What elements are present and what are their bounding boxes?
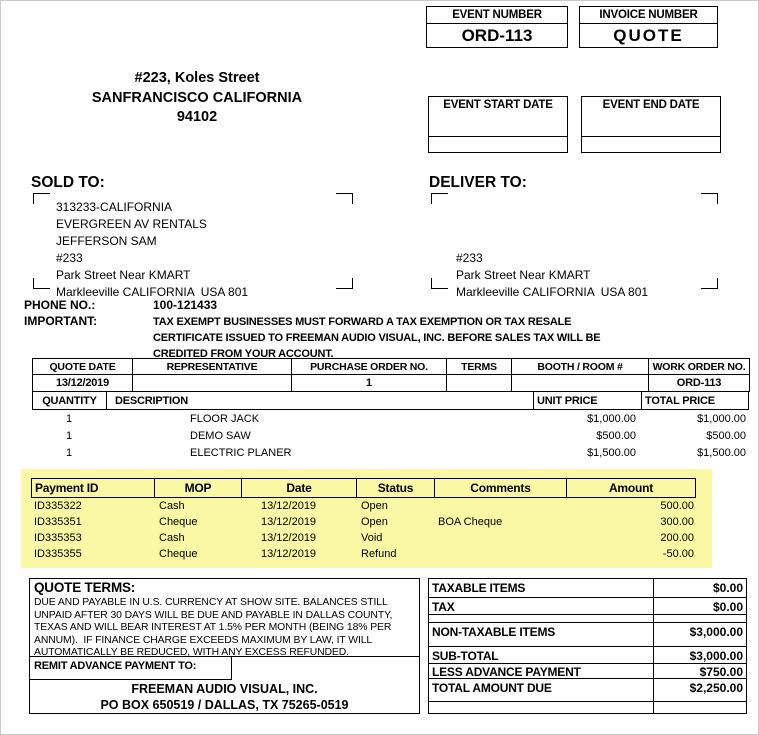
order-info-value-row (33, 375, 750, 392)
sold-to-line: JEFFERSON SAM (56, 234, 157, 248)
remit-payee-name: FREEMAN AUDIO VISUAL, INC. (131, 682, 318, 696)
payment-row (31, 530, 695, 546)
payments-header-amount: Amount (567, 479, 696, 498)
company-address-line: 94102 (176, 109, 218, 125)
event-number-value-box (426, 23, 568, 48)
bracket-corner-icon (701, 193, 718, 204)
deliver-to-heading: DELIVER TO: (429, 174, 527, 191)
totals-value (654, 702, 746, 713)
quote-terms-panel (29, 578, 420, 714)
totals-value: $750.00 (699, 665, 743, 679)
payment-date: 13/12/2019 (261, 516, 317, 528)
item-qty: 1 (65, 446, 73, 459)
totals-label: LESS ADVANCE PAYMENT (429, 664, 654, 678)
payments-header-mop: MOP (155, 479, 242, 498)
item-row (32, 444, 748, 461)
terms-value (447, 375, 512, 392)
order-info-header: TERMS (447, 359, 512, 375)
deliver-to-line: Markleeville CALIFORNIA USA 801 (456, 285, 649, 299)
totals-row-less-advance-payment (429, 664, 746, 679)
payments-header-payment-id: Payment ID (32, 479, 155, 498)
invoice-number-value: QUOTE (613, 26, 684, 45)
representative-value (133, 375, 292, 392)
payment-status: Void (361, 532, 383, 544)
order-info-table (32, 358, 750, 392)
totals-label: SUB-TOTAL (429, 647, 654, 663)
remit-label: REMIT ADVANCE PAYMENT TO: (30, 657, 232, 680)
payments-header-date: Date (242, 479, 357, 498)
payment-comments: BOA Cheque (438, 516, 503, 528)
sold-to-heading: SOLD TO: (31, 174, 105, 191)
item-total-price: $1,000.00 (697, 412, 746, 425)
quote-terms-line: TEXAS AND WILL BEAR INTEREST AT 1.5% PER MONTH (BEING 18% PER (34, 622, 392, 633)
order-info-header-row (33, 359, 750, 375)
totals-label: TAXABLE ITEMS (429, 579, 654, 597)
totals-row-tax (429, 598, 746, 615)
sold-to-line: Markleeville CALIFORNIA USA 801 (56, 285, 249, 299)
bracket-corner-icon (33, 278, 50, 289)
item-description: DEMO SAW (190, 429, 251, 442)
bracket-corner-icon (431, 278, 448, 289)
payment-row (31, 514, 695, 530)
payments-header-status: Status (357, 479, 435, 498)
payment-row (31, 498, 695, 514)
totals-label (429, 702, 654, 713)
totals-value (654, 615, 746, 622)
purchase-order-value: 1 (292, 375, 447, 392)
payments-header-table (31, 478, 696, 498)
totals-row-sub-total (429, 647, 746, 664)
item-row (32, 427, 748, 444)
payment-mop: Cash (159, 532, 185, 544)
totals-row-spacer (429, 615, 746, 623)
sold-to-line: 313233-CALIFORNIA (56, 200, 173, 214)
payment-id: ID335355 (34, 548, 82, 560)
items-header-total-price: TOTAL PRICE (642, 392, 749, 410)
payment-id: ID335322 (34, 500, 82, 512)
totals-label: TOTAL AMOUNT DUE (429, 679, 654, 701)
quote-date-value: 13/12/2019 (33, 375, 133, 392)
payment-amount: 200.00 (660, 532, 694, 544)
invoice-number-label: INVOICE NUMBER (599, 9, 698, 21)
item-total-price: $500.00 (706, 429, 746, 442)
totals-value: $3,000.00 (689, 625, 743, 639)
order-info-header: REPRESENTATIVE (133, 359, 292, 375)
item-description: ELECTRIC PLANER (190, 446, 292, 459)
quote-terms-line: DUE AND PAYABLE IN U.S. CURRENCY AT SHOW SITE. BALANCES STILL (34, 597, 388, 608)
order-info-header: BOOTH / ROOM # (512, 359, 649, 375)
items-header-unit-price: UNIT PRICE (534, 392, 642, 410)
payments-highlight (21, 469, 712, 568)
bracket-corner-icon (431, 193, 448, 204)
bracket-corner-icon (701, 278, 718, 289)
quote-terms-text (30, 595, 419, 660)
totals-table (428, 578, 747, 714)
company-address-line: #223, Koles Street (134, 70, 260, 86)
item-unit-price: $1,500.00 (587, 446, 636, 459)
deliver-to-line: #233 (456, 251, 483, 265)
event-start-date-label: EVENT START DATE (443, 99, 553, 111)
bracket-corner-icon (336, 278, 353, 289)
sold-to-line: Park Street Near KMART (56, 268, 191, 282)
deliver-to-line: Park Street Near KMART (456, 268, 591, 282)
event-number-label-box (426, 6, 568, 24)
work-order-value: ORD-113 (649, 375, 750, 392)
event-start-date-value (429, 136, 567, 152)
items-header-table (32, 391, 749, 410)
remit-payee-address: PO BOX 650519 / DALLAS, TX 75265-0519 (100, 698, 349, 712)
booth-room-value (512, 375, 649, 392)
payments-rows (31, 498, 695, 562)
totals-value: $0.00 (712, 581, 743, 595)
important-text (153, 314, 600, 362)
company-address-line: SANFRANCISCO CALIFORNIA (91, 89, 303, 106)
important-line: CREDITED FROM YOUR ACCOUNT. (153, 348, 334, 360)
event-end-date-box (581, 96, 721, 153)
payment-mop: Cheque (159, 516, 198, 528)
phone-value: 100-121433 (153, 298, 218, 312)
event-number-label: EVENT NUMBER (452, 9, 542, 21)
payment-id: ID335351 (34, 516, 82, 528)
items-rows (32, 410, 748, 461)
invoice-number-label-box (579, 6, 718, 24)
remit-section (30, 656, 419, 680)
item-unit-price: $1,000.00 (587, 412, 636, 425)
order-info-header: QUOTE DATE (33, 359, 133, 375)
payment-comments (434, 546, 566, 562)
totals-row-total-amount-due (429, 679, 746, 702)
phone-label: PHONE NO.: (24, 298, 96, 312)
totals-value: $3,000.00 (689, 649, 743, 663)
order-info-header: WORK ORDER NO. (649, 359, 750, 375)
bracket-corner-icon (33, 193, 50, 204)
event-start-date-box (428, 96, 568, 153)
payment-comments (434, 498, 566, 514)
item-qty: 1 (65, 429, 73, 442)
quote-terms-heading: QUOTE TERMS: (34, 580, 136, 595)
event-end-date-label: EVENT END DATE (602, 99, 700, 111)
item-unit-price: $500.00 (596, 429, 636, 442)
totals-label: TAX (429, 598, 654, 614)
totals-row-non-taxable-items (429, 623, 746, 647)
payment-amount: 300.00 (660, 516, 694, 528)
payment-amount: 500.00 (660, 500, 694, 512)
totals-row-taxable-items (429, 579, 746, 598)
payment-id: ID335353 (34, 532, 82, 544)
totals-label: NON-TAXABLE ITEMS (429, 623, 654, 646)
payment-date: 13/12/2019 (261, 532, 317, 544)
payment-status: Refund (361, 548, 397, 560)
totals-label (429, 615, 654, 622)
items-header-quantity: QUANTITY (33, 392, 107, 410)
important-label: IMPORTANT: (24, 314, 98, 328)
item-row (32, 410, 748, 427)
order-info-header: PURCHASE ORDER NO. (292, 359, 447, 375)
payment-mop: Cheque (159, 548, 198, 560)
item-description: FLOOR JACK (190, 412, 260, 425)
important-line: CERTIFICATE ISSUED TO FREEMAN AUDIO VISUAL, INC. BEFORE SALES TAX WILL BE (153, 332, 601, 344)
payment-date: 13/12/2019 (261, 548, 317, 560)
quote-terms-line: ANNUM). IF FINANCE CHARGE EXCEEDS MAXIMUM BY LAW, IT WILL (34, 634, 373, 646)
items-header-description: DESCRIPTION (107, 392, 534, 410)
item-qty: 1 (65, 412, 73, 425)
payments-header-comments: Comments (435, 479, 567, 498)
event-end-date-value (582, 136, 720, 152)
important-line: TAX EXEMPT BUSINESSES MUST FORWARD A TAX EXEMPTION OR TAX RESALE (153, 316, 572, 328)
company-address (41, 69, 353, 128)
sold-to-address (56, 199, 248, 301)
payment-amount: -50.00 (662, 548, 694, 560)
payment-status: Open (361, 500, 388, 512)
payment-row (31, 546, 695, 562)
quote-terms-line: AUTOMATICALLY BE REDUCED, WITH ANY EXCESS REFUNDED. (34, 647, 349, 658)
payment-date: 13/12/2019 (261, 500, 317, 512)
payment-mop: Cash (159, 500, 185, 512)
event-number-value: ORD-113 (461, 26, 533, 45)
totals-value: $0.00 (712, 600, 743, 614)
invoice-number-value-box (579, 23, 718, 48)
payment-comments (434, 530, 566, 546)
sold-to-line: EVERGREEN AV RENTALS (56, 217, 207, 231)
item-total-price: $1,500.00 (697, 446, 746, 459)
totals-value: $2,250.00 (689, 681, 743, 695)
quote-terms-line: UNPAID AFTER 30 DAYS WILL BE DUE AND PAYABLE IN DALLAS COUNTY, (34, 609, 393, 621)
deliver-to-address (456, 250, 648, 301)
payment-status: Open (361, 516, 388, 528)
totals-row-footer-spacer (429, 702, 746, 713)
sold-to-line: #233 (56, 251, 83, 265)
bracket-corner-icon (336, 193, 353, 204)
